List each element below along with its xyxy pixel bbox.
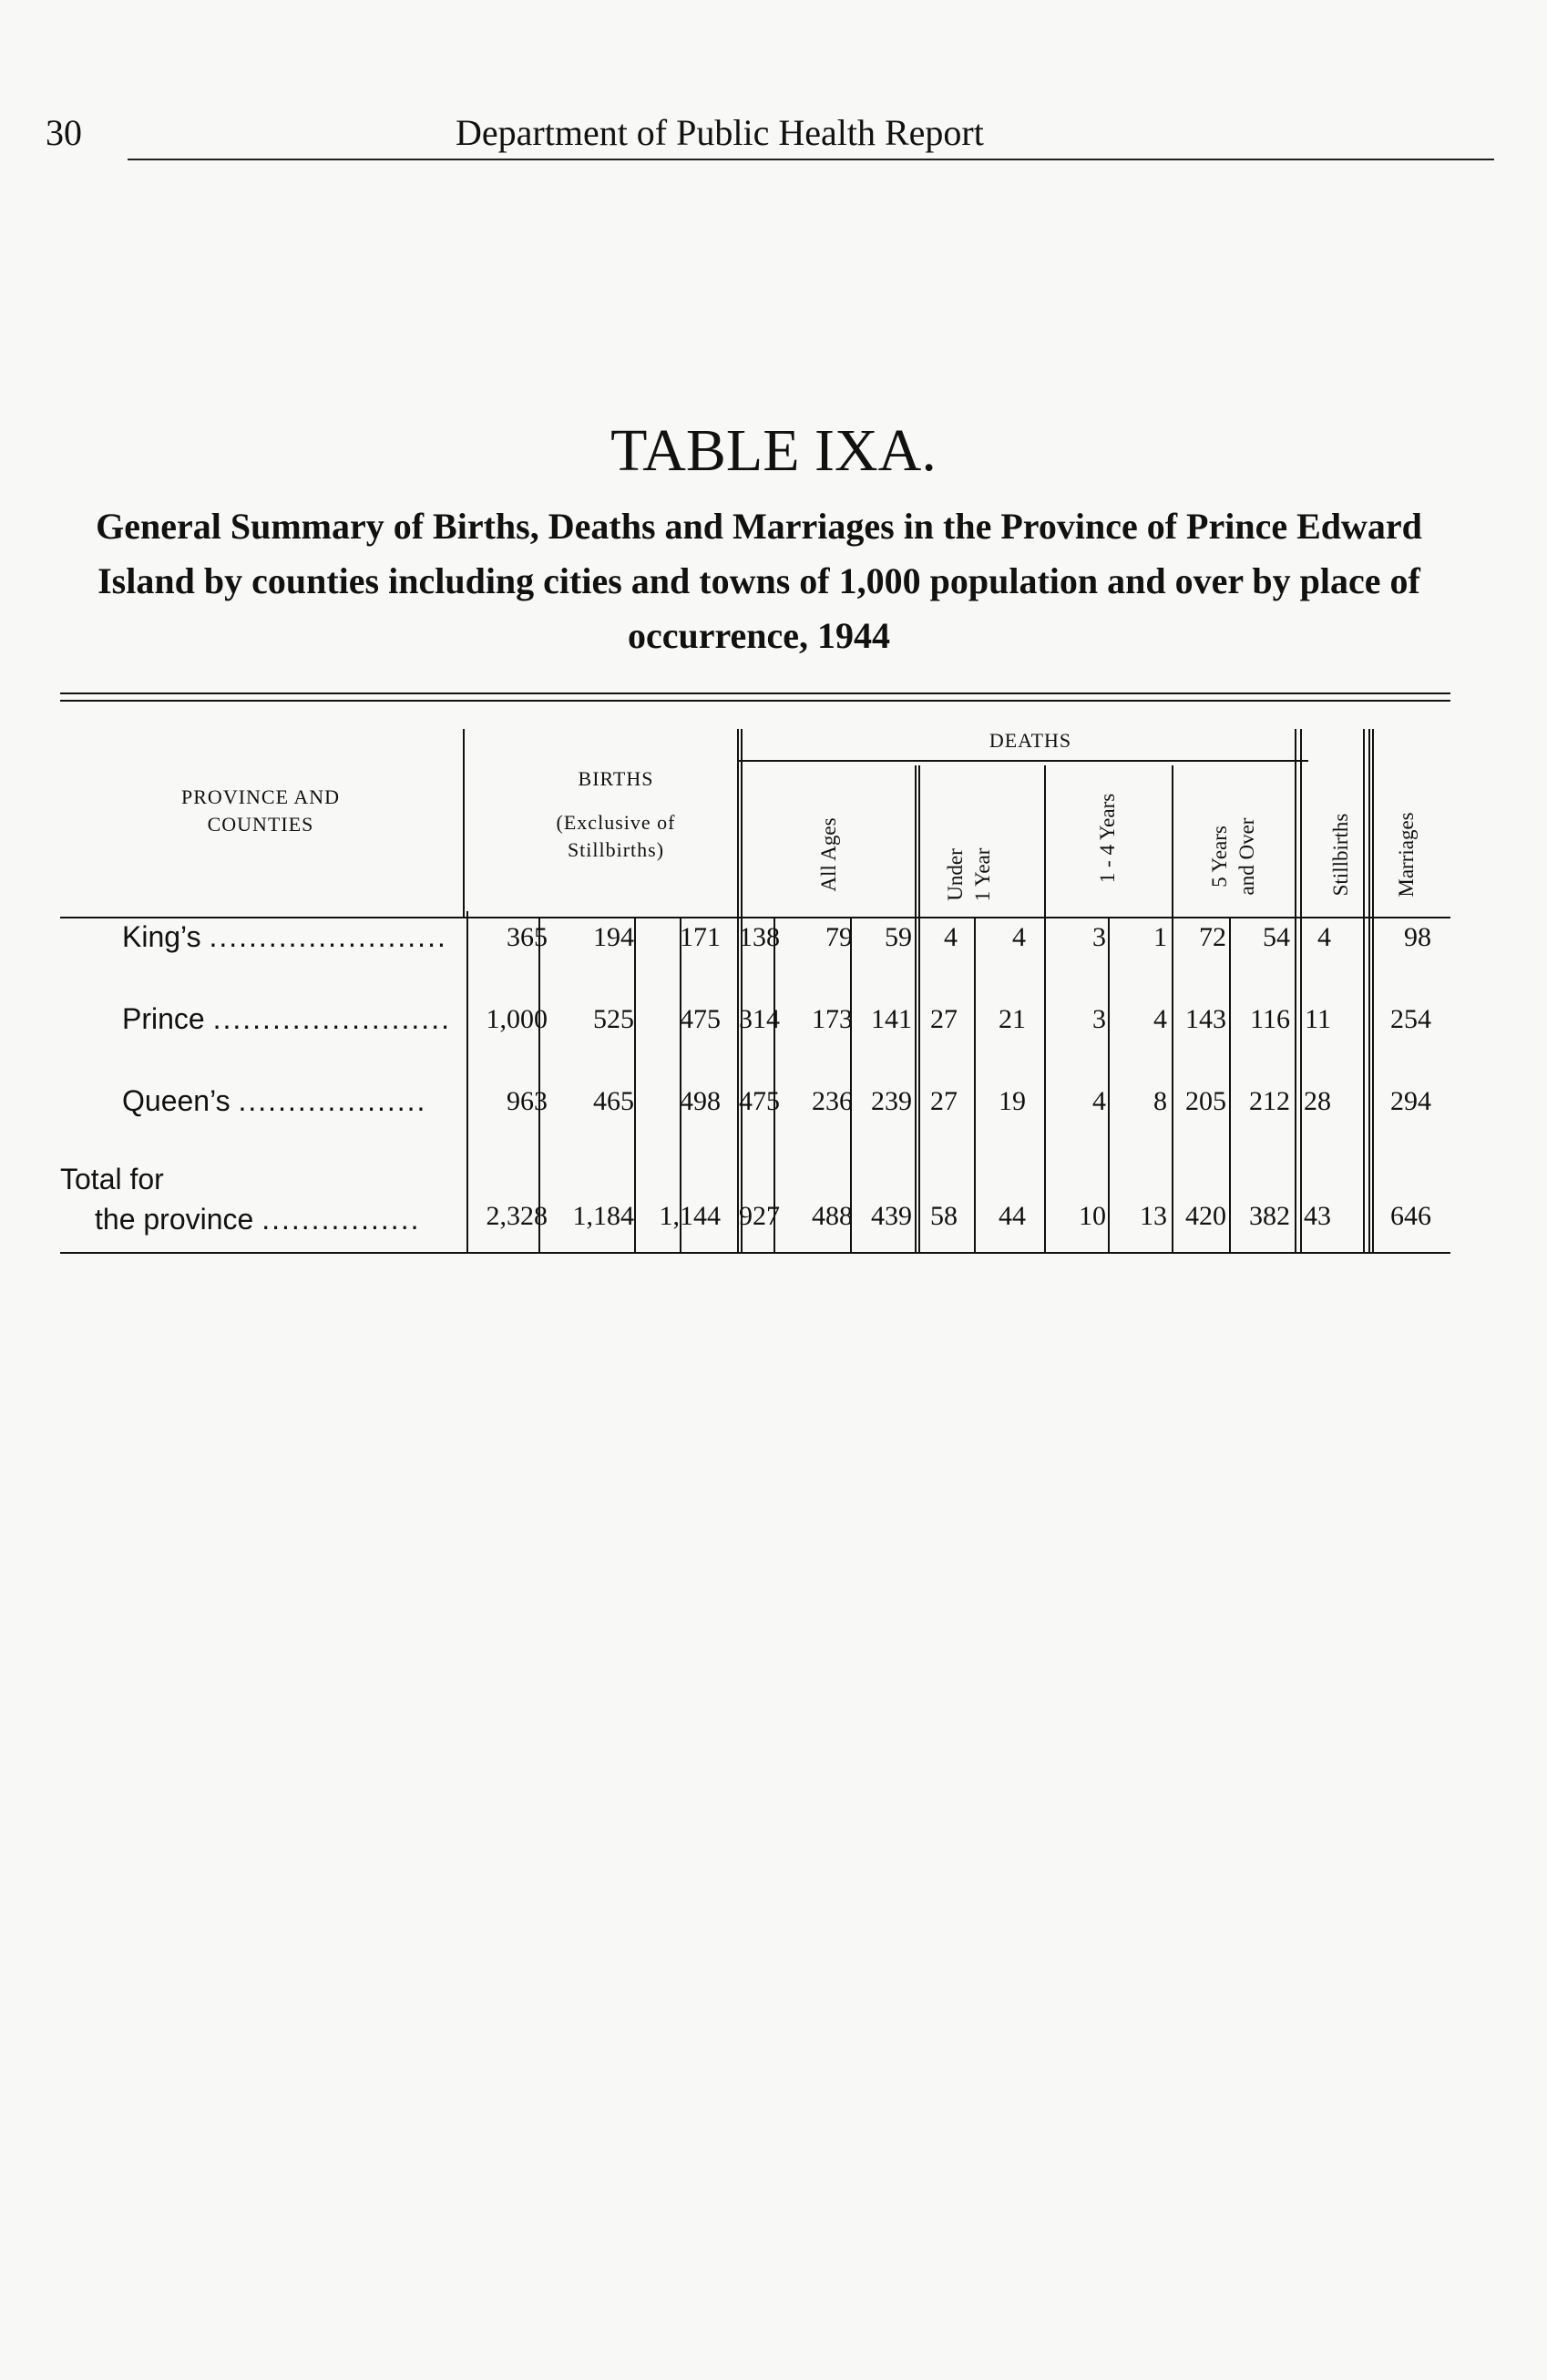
table-row-cell: 314 xyxy=(739,1004,780,1034)
column-rule xyxy=(1300,729,1302,1252)
table-row-cell: 28 xyxy=(1304,1086,1331,1116)
total-row-cell: 439 xyxy=(871,1201,912,1231)
table-bottom-rule xyxy=(60,1252,1450,1254)
total-row-cell: 646 xyxy=(1390,1201,1431,1231)
table-row-cell: 4 xyxy=(1153,1004,1167,1034)
deaths-header-rule xyxy=(739,760,1308,762)
header-rule xyxy=(128,159,1494,160)
table-row-cell: 4 xyxy=(944,922,958,952)
table-top-rule xyxy=(60,692,1450,694)
table-row-cell: 98 xyxy=(1404,922,1431,952)
total-row-cell: 1,144 xyxy=(659,1201,721,1231)
total-row-cell: 10 xyxy=(1079,1201,1106,1231)
table-row-cell: 19 xyxy=(999,1086,1026,1116)
table-row-cell: 143 xyxy=(1185,1004,1226,1034)
column-rule xyxy=(1372,729,1374,1252)
table-row-cell: 365 xyxy=(507,922,548,952)
total-row-cell: 13 xyxy=(1140,1201,1167,1231)
column-rule xyxy=(1295,729,1296,1252)
table-row-cell: 239 xyxy=(871,1086,912,1116)
column-rule xyxy=(1368,729,1370,1252)
table-row-cell: 79 xyxy=(825,922,853,952)
table-row-cell: 173 xyxy=(812,1004,853,1034)
total-row-cell: 44 xyxy=(999,1201,1026,1231)
row-label-kings: King’s ........................ xyxy=(122,920,447,953)
page-header xyxy=(46,108,1449,164)
table-row-cell: 21 xyxy=(999,1004,1026,1034)
table-row-cell: 294 xyxy=(1390,1086,1431,1116)
table-row-cell: 138 xyxy=(739,922,780,952)
table-row-cell: 1,000 xyxy=(486,1004,548,1034)
table-row-cell: 475 xyxy=(680,1004,721,1034)
table-row-cell: 54 xyxy=(1263,922,1290,952)
column-rule xyxy=(741,729,743,1252)
total-row-cell: 58 xyxy=(930,1201,958,1231)
table-row-cell: 171 xyxy=(680,922,721,952)
statistics-table: PROVINCE AND COUNTIES BIRTHS (Exclusive of Stillbirths) DEATHS All Ages Under 1 Year 1 - 4 Years 5 Years and Over Stillbirths Marriages King’s ........................ Prince ........................ Queen’s ................... Total for the province ................ 365 194 171 138 79 59 4 4 3 1 72 54 4 98 1,000 525 475 314 173 141 27 21 3 4 143 116 11 254 963 465 498 475 236 239 27 19 4 8 205 212 28 294 2,328 1,184 1,144 927 488 439 58 44 10 13 420 382 43 646 xyxy=(60,692,1450,1257)
page-number: 30 xyxy=(46,112,82,153)
row-label-prince: Prince ........................ xyxy=(122,1002,451,1035)
column-rule xyxy=(737,729,739,1252)
total-row-cell: 43 xyxy=(1304,1201,1331,1231)
table-row-cell: 498 xyxy=(680,1086,721,1116)
table-row-cell: 205 xyxy=(1185,1086,1226,1116)
table-row-cell: 4 xyxy=(1092,1086,1106,1116)
total-row-cell: 927 xyxy=(739,1201,780,1231)
table-row-cell: 465 xyxy=(593,1086,634,1116)
table-row-cell: 475 xyxy=(739,1086,780,1116)
table-row-cell: 11 xyxy=(1305,1004,1331,1034)
table-row-cell: 963 xyxy=(507,1086,548,1116)
table-row-cell: 254 xyxy=(1390,1004,1431,1034)
table-row-cell: 141 xyxy=(871,1004,912,1034)
table-row-cell: 3 xyxy=(1092,922,1106,952)
total-row-cell: 420 xyxy=(1185,1201,1226,1231)
column-rule xyxy=(1363,729,1365,1252)
total-row-cell: 2,328 xyxy=(486,1201,548,1231)
header-province-counties xyxy=(87,784,434,838)
table-row-cell: 194 xyxy=(593,922,634,952)
table-row-cell: 4 xyxy=(1012,922,1026,952)
table-row-cell: 27 xyxy=(930,1086,958,1116)
column-rule xyxy=(463,729,465,917)
table-row-cell: 236 xyxy=(812,1086,853,1116)
row-label-queens: Queen’s ................... xyxy=(122,1084,427,1117)
total-row-cell: 488 xyxy=(812,1201,853,1231)
table-subtitle: General Summary of Births, Deaths and Marriages in the Province of Prince Edward Island by counties including cities and towns of 1,000 population and over by place of occurrence, 1944 xyxy=(96,506,1422,656)
table-row-cell: 27 xyxy=(930,1004,958,1034)
total-row-cell: 382 xyxy=(1249,1201,1290,1231)
header-births-sub1: (Exclusive of xyxy=(556,811,676,834)
header-bottom-rule xyxy=(60,917,1450,918)
table-row-cell: 8 xyxy=(1153,1086,1167,1116)
header-province-line1: PROVINCE AND xyxy=(181,785,340,808)
total-row-cell: 1,184 xyxy=(572,1201,634,1231)
header-province-line2: COUNTIES xyxy=(207,813,314,836)
row-label-total: Total for the province ................ xyxy=(60,1163,421,1236)
table-top-rule-inner xyxy=(60,700,1450,702)
header-deaths: DEATHS xyxy=(989,729,1072,752)
table-row-cell: 72 xyxy=(1199,922,1226,952)
table-row-cell: 525 xyxy=(593,1004,634,1034)
header-births-title: BIRTHS xyxy=(578,767,654,790)
table-row-cell: 212 xyxy=(1249,1086,1290,1116)
running-header-title: Department of Public Health Report xyxy=(456,112,984,153)
header-births-sub2: Stillbirths) xyxy=(567,838,665,861)
table-row-cell: 59 xyxy=(885,922,912,952)
table-title: TABLE IXA. xyxy=(610,417,937,484)
table-row-cell: 1 xyxy=(1153,922,1167,952)
table-row-cell: 116 xyxy=(1250,1004,1290,1034)
header-births xyxy=(470,765,762,864)
table-row-cell: 4 xyxy=(1317,922,1331,952)
table-row-cell: 3 xyxy=(1092,1004,1106,1034)
